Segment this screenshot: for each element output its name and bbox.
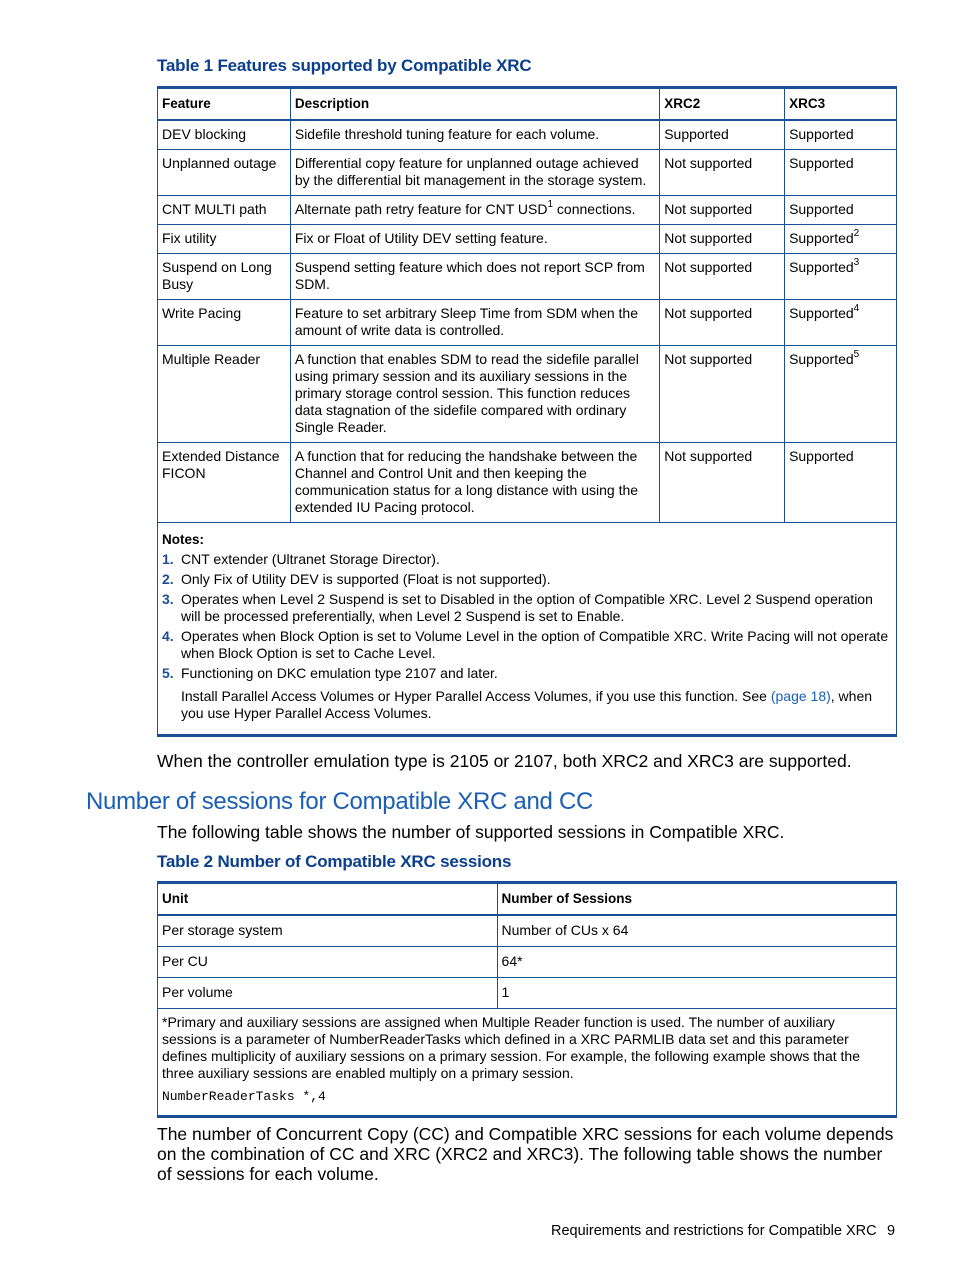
- table-row: [158, 915, 897, 947]
- sessions-cell: 64*: [497, 947, 896, 978]
- footnote-ref: 1: [547, 199, 554, 211]
- features-table: [157, 86, 897, 737]
- description-cell: [290, 196, 659, 225]
- notes-extra-text: Install Parallel Access Volumes or Hyper Parallel Access Volumes, if you use this function. See: [181, 688, 771, 704]
- note-number: 2.: [162, 571, 174, 587]
- note-item: [162, 665, 892, 682]
- xrc3-cell: [785, 196, 897, 225]
- xrc3-value: Supported: [789, 230, 854, 246]
- emulation-paragraph: When the controller emulation type is 2105 or 2107, both XRC2 and XRC3 are supported.: [157, 751, 852, 771]
- xrc3-cell: [785, 225, 897, 254]
- xrc3-value: Supported: [789, 126, 854, 142]
- feature-cell: DEV blocking: [158, 120, 291, 150]
- description-cell: Suspend setting feature which does not report SCP from SDM.: [290, 254, 659, 300]
- table-row: [158, 196, 897, 225]
- xrc3-cell: [785, 346, 897, 443]
- closing-paragraph: The number of Concurrent Copy (CC) and Compatible XRC sessions for each volume depends on the combination of CC and XRC (XRC2 and XRC3). The following table shows the number of sessions for each volume.: [157, 1124, 894, 1184]
- notes-cell: [158, 523, 897, 736]
- xrc3-cell: [785, 254, 897, 300]
- footnote-ref: 4: [853, 303, 860, 315]
- col-header-xrc3: XRC3: [785, 88, 897, 121]
- table-row: [158, 443, 897, 523]
- note-number: 1.: [162, 551, 174, 567]
- unit-cell: Per storage system: [158, 915, 498, 947]
- table-row: [158, 300, 897, 346]
- feature-cell: Extended Distance FICON: [158, 443, 291, 523]
- col-header-description: Description: [290, 88, 659, 121]
- feature-cell: Unplanned outage: [158, 150, 291, 196]
- note-text: CNT extender (Ultranet Storage Director).: [181, 551, 440, 567]
- xrc2-cell: Not supported: [660, 346, 785, 443]
- col-header-xrc2: XRC2: [660, 88, 785, 121]
- table-row: [158, 346, 897, 443]
- table2-caption: Table 2 Number of Compatible XRC sessions: [157, 852, 512, 871]
- feature-cell: Suspend on Long Busy: [158, 254, 291, 300]
- table-row: [158, 120, 897, 150]
- page-link[interactable]: (page 18): [770, 688, 831, 704]
- xrc3-value: Supported: [789, 305, 854, 321]
- footnote-ref: 5: [853, 349, 860, 361]
- xrc2-cell: Supported: [660, 120, 785, 150]
- xrc2-cell: Not supported: [660, 254, 785, 300]
- table-row: [158, 150, 897, 196]
- xrc3-cell: [785, 300, 897, 346]
- feature-cell: CNT MULTI path: [158, 196, 291, 225]
- xrc3-cell: [785, 443, 897, 523]
- feature-cell: Write Pacing: [158, 300, 291, 346]
- sessions-cell: Number of CUs x 64: [497, 915, 896, 947]
- section-intro: The following table shows the number of supported sessions in Compatible XRC.: [157, 822, 785, 842]
- notes-extra: [162, 688, 892, 722]
- note-number: 4.: [162, 628, 174, 644]
- note-text: Operates when Block Option is set to Volume Level in the option of Compatible XRC. Write Pacing will not operate when Block Option is set to Cache Level.: [181, 628, 889, 661]
- xrc3-value: Supported: [789, 351, 854, 367]
- page-number: 9: [887, 1223, 896, 1239]
- description-text-end: connections.: [553, 201, 636, 217]
- notes-title: Notes:: [162, 532, 205, 547]
- xrc3-value: Supported: [789, 201, 854, 217]
- description-cell: Feature to set arbitrary Sleep Time from SDM when the amount of write data is controlled.: [290, 300, 659, 346]
- sessions-table: [157, 881, 897, 1118]
- note-item: [162, 551, 892, 568]
- sessions-cell: 1: [497, 978, 896, 1009]
- footer-title: Requirements and restrictions for Compatible XRC: [551, 1223, 877, 1239]
- xrc3-value: Supported: [789, 448, 854, 464]
- xrc2-cell: Not supported: [660, 150, 785, 196]
- note-item: [162, 628, 892, 662]
- note-text: Only Fix of Utility DEV is supported (Float is not supported).: [181, 571, 551, 587]
- description-text: Alternate path retry feature for CNT USD: [294, 201, 548, 217]
- xrc3-cell: [785, 120, 897, 150]
- sessions-note: *Primary and auxiliary sessions are assigned when Multiple Reader function is used. The number of auxiliary sessions is a parameter of NumberReaderTasks which defined in a XRC PARMLIB data set and this parameter defines multiplicity of auxiliary sessions on a primary session. For example, the following example shows that the three auxiliary sessions are enabled multiply on a primary session.: [162, 1014, 860, 1081]
- table-row: [158, 225, 897, 254]
- xrc2-cell: Not supported: [660, 443, 785, 523]
- description-cell: Differential copy feature for unplanned outage achieved by the differential bit management in the storage system.: [290, 150, 659, 196]
- note-item: [162, 591, 892, 625]
- xrc3-value: Supported: [789, 155, 854, 171]
- note-cell: [158, 1009, 897, 1117]
- code-sample: NumberReaderTasks *,4: [162, 1089, 326, 1104]
- footnote-ref: 2: [853, 228, 860, 240]
- unit-cell: Per volume: [158, 978, 498, 1009]
- feature-cell: Fix utility: [158, 225, 291, 254]
- note-number: 3.: [162, 591, 174, 607]
- xrc2-cell: Not supported: [660, 225, 785, 254]
- table-row: [158, 978, 897, 1009]
- col-header-sessions: Number of Sessions: [497, 883, 896, 916]
- section-heading: Number of sessions for Compatible XRC and CC: [86, 788, 594, 815]
- table-row: [158, 947, 897, 978]
- note-text: Operates when Level 2 Suspend is set to Disabled in the option of Compatible XRC. Level 2 Suspend operation will be processed preferentially, when Level 2 Suspend is set to Enable.: [181, 591, 873, 624]
- notes-row: [158, 523, 897, 736]
- footnote-ref: 3: [853, 257, 860, 269]
- col-header-unit: Unit: [158, 883, 498, 916]
- description-cell: A function that for reducing the handshake between the Channel and Control Unit and then keeping the communication status for a long distance with using the extended IU Pacing protocol.: [290, 443, 659, 523]
- xrc2-cell: Not supported: [660, 300, 785, 346]
- note-text: Functioning on DKC emulation type 2107 and later.: [181, 665, 498, 681]
- notes-extra-text-end: , when you use Hyper Parallel Access Volumes.: [181, 688, 873, 721]
- xrc3-cell: [785, 150, 897, 196]
- col-header-feature: Feature: [158, 88, 291, 121]
- notes-row: [158, 1009, 897, 1117]
- feature-cell: Multiple Reader: [158, 346, 291, 443]
- description-cell: A function that enables SDM to read the sidefile parallel using primary session and its auxiliary sessions in the primary storage control session. This function reduces data stagnation of the sidefile compared with ordinary Single Reader.: [290, 346, 659, 443]
- note-item: [162, 571, 892, 588]
- description-cell: Fix or Float of Utility DEV setting feature.: [290, 225, 659, 254]
- xrc2-cell: Not supported: [660, 196, 785, 225]
- notes-list: [162, 551, 892, 682]
- unit-cell: Per CU: [158, 947, 498, 978]
- table-row: [158, 254, 897, 300]
- note-number: 5.: [162, 665, 174, 681]
- description-cell: Sidefile threshold tuning feature for each volume.: [290, 120, 659, 150]
- table1-caption: Table 1 Features supported by Compatible XRC: [157, 56, 532, 75]
- xrc3-value: Supported: [789, 259, 854, 275]
